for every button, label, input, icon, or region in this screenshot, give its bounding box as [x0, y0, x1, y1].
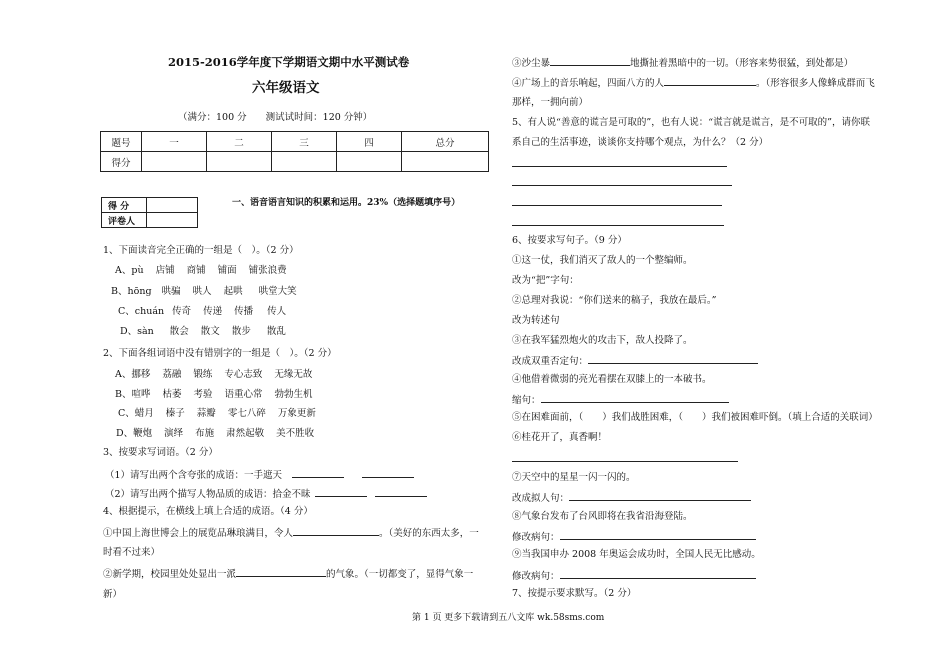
q4-blank[interactable]	[550, 56, 630, 66]
score-table-header-cell: 四	[337, 132, 402, 152]
grader-score-label: 得 分	[102, 198, 147, 213]
q6-task4: 缩句：	[512, 393, 729, 407]
q6-sentence5: ⑤在困难面前，（ ）我们战胜困难，（ ）我们被困难吓倒。（填上合适的关联词）	[512, 412, 878, 423]
q6-answer-line[interactable]	[512, 461, 738, 462]
q1-stem: 1、下面读音完全正确的一组是（ ）。（2 分）	[103, 245, 299, 256]
q4-item4: ④广场上的音乐响起，四面八方的人 。（形容很多人像蜂成群而飞	[512, 78, 875, 89]
q3-line1: （1）请写出两个含夸张的成语：一手遮天	[105, 468, 414, 482]
q6-sentence7: ⑦天空中的星星一闪一闪的。	[512, 472, 636, 483]
q2-option-d: D、鞭炮 演绎 布施 肃然起敬 美不胜收	[116, 428, 315, 439]
q6-task9: 修改病句：	[512, 569, 756, 583]
q6-task7: 改成拟人句：	[512, 491, 751, 505]
q4-item1-cont: 时看不过来）	[103, 547, 161, 558]
q4-blank[interactable]	[236, 567, 326, 577]
q6-blank[interactable]	[560, 530, 756, 540]
q4-item1: ①中国上海世博会上的展览品琳琅满目，令人 。（美好的东西太多，一	[103, 528, 479, 539]
score-table-header-cell: 题号	[101, 132, 142, 152]
q6-blank[interactable]	[588, 354, 758, 364]
q4-item2: ②新学期，校园里处处显出一派 的气象。（一切都变了，显得气象一	[103, 569, 474, 580]
q7-stem: 7、按提示要求默写。（2 分）	[512, 588, 637, 599]
q2-stem: 2、下面各组词语中没有错别字的一组是（ ）。（2 分）	[103, 348, 337, 359]
score-table-header-cell: 二	[207, 132, 272, 152]
q6-task1: 改为“把”字句：	[512, 275, 579, 286]
q5-answer-line[interactable]	[512, 166, 727, 167]
q1-option-d: D、sàn 散会 散文 散步 散乱	[120, 326, 286, 337]
q3-blank[interactable]	[362, 468, 414, 478]
q6-stem: 6、按要求写句子。（9 分）	[512, 235, 627, 246]
q6-sentence1: ①这一仗，我们消灭了敌人的一个整编师。	[512, 255, 693, 266]
q5-line1: 5、有人说“善意的谎言是可取的”，也有人说：“谎言就是谎言，是不可取的”，请你联	[512, 117, 870, 128]
q2-option-b: B、喧哗 枯萎 考验 语重心常 勃勃生机	[115, 389, 313, 400]
q6-task3: 改成双重否定句：	[512, 354, 758, 368]
q4-blank[interactable]	[664, 76, 756, 86]
score-cell[interactable]	[402, 152, 489, 172]
score-table	[100, 131, 489, 172]
q3-stem: 3、按要求写词语。（2 分）	[103, 447, 218, 458]
grader-score-cell[interactable]	[147, 198, 198, 213]
q4-item3: ③沙尘暴 地撕扯着黑暗中的一切。（形容来势很猛，到处都是）	[512, 58, 854, 69]
q6-blank[interactable]	[569, 491, 751, 501]
score-table-header-cell: 一	[142, 132, 207, 152]
score-cell[interactable]	[272, 152, 337, 172]
q5-line2: 系自己的生活事迹，谈谈你支持哪个观点，为什么？（2 分）	[512, 137, 769, 148]
grader-label: 评卷人	[102, 213, 147, 228]
q6-sentence8: ⑧气象台发布了台风即将在我省沿海登陆。	[512, 511, 693, 522]
q4-item4-cont: 那样，一拥向前）	[512, 97, 589, 108]
grader-name-cell[interactable]	[147, 213, 198, 228]
exam-meta: （满分：100 分 测试试时间：120 分钟）	[178, 112, 373, 123]
score-cell[interactable]	[337, 152, 402, 172]
q6-task8: 修改病句：	[512, 530, 756, 544]
q6-blank[interactable]	[541, 393, 729, 403]
q3-line2: （2）请写出两个描写人物品质的成语：拾金不昧	[105, 487, 427, 501]
q5-answer-line[interactable]	[512, 185, 732, 186]
q2-option-a: A、挪移 荔融 锻练 专心志致 无缘无故	[115, 369, 313, 380]
q3-blank[interactable]	[315, 487, 367, 497]
q4-item2-cont: 新）	[103, 589, 123, 600]
q3-blank[interactable]	[292, 468, 344, 478]
score-table-header-row	[101, 132, 489, 152]
q6-sentence4: ④他借着微弱的亮光看摆在双膝上的一本破书。	[512, 374, 712, 385]
grader-table	[101, 197, 198, 228]
score-table-header-cell: 总分	[402, 132, 489, 152]
q6-task2: 改为转述句	[512, 315, 560, 326]
q4-stem: 4、根据提示，在横线上填上合适的成语。（4 分）	[103, 506, 313, 517]
q5-answer-line[interactable]	[512, 225, 724, 226]
score-row-label: 得分	[101, 152, 142, 172]
q1-option-a: A、pù 店铺 商铺 铺面 铺张浪费	[115, 265, 287, 276]
score-table-score-row	[101, 152, 489, 172]
score-cell[interactable]	[142, 152, 207, 172]
q1-option-b: B、hōng 哄骗 哄人 起哄 哄堂大笑	[111, 286, 297, 297]
exam-subtitle: 六年级语文	[252, 80, 320, 96]
q6-sentence2: ②总理对我说：“你们送来的稿子，我放在最后。”	[512, 295, 717, 306]
page-footer: 第 1 页 更多下载请到五八文库 wk.58sms.com	[412, 613, 605, 623]
q2-option-c: C、蜡月 榛子 蒜瓣 零七八碎 万象更新	[118, 408, 316, 419]
q4-blank[interactable]	[293, 526, 379, 536]
score-table-header-cell: 三	[272, 132, 337, 152]
section1-title: 一、语音语言知识的积累和运用。23%（选择题填序号）	[232, 198, 461, 208]
q5-answer-line[interactable]	[512, 205, 722, 206]
q3-blank[interactable]	[375, 487, 427, 497]
q6-sentence9: ⑨当我国申办 2008 年奥运会成功时，全国人民无比感动。	[512, 549, 761, 560]
q6-blank[interactable]	[560, 569, 756, 579]
score-cell[interactable]	[207, 152, 272, 172]
q6-sentence6: ⑥桂花开了，真香啊！	[512, 432, 608, 443]
exam-title: 2015-2016学年度下学期语文期中水平测试卷	[168, 55, 410, 69]
q1-option-c: C、chuán 传奇 传递 传播 传人	[118, 306, 287, 317]
q6-sentence3: ③在我军猛烈炮火的攻击下，敌人投降了。	[512, 335, 693, 346]
